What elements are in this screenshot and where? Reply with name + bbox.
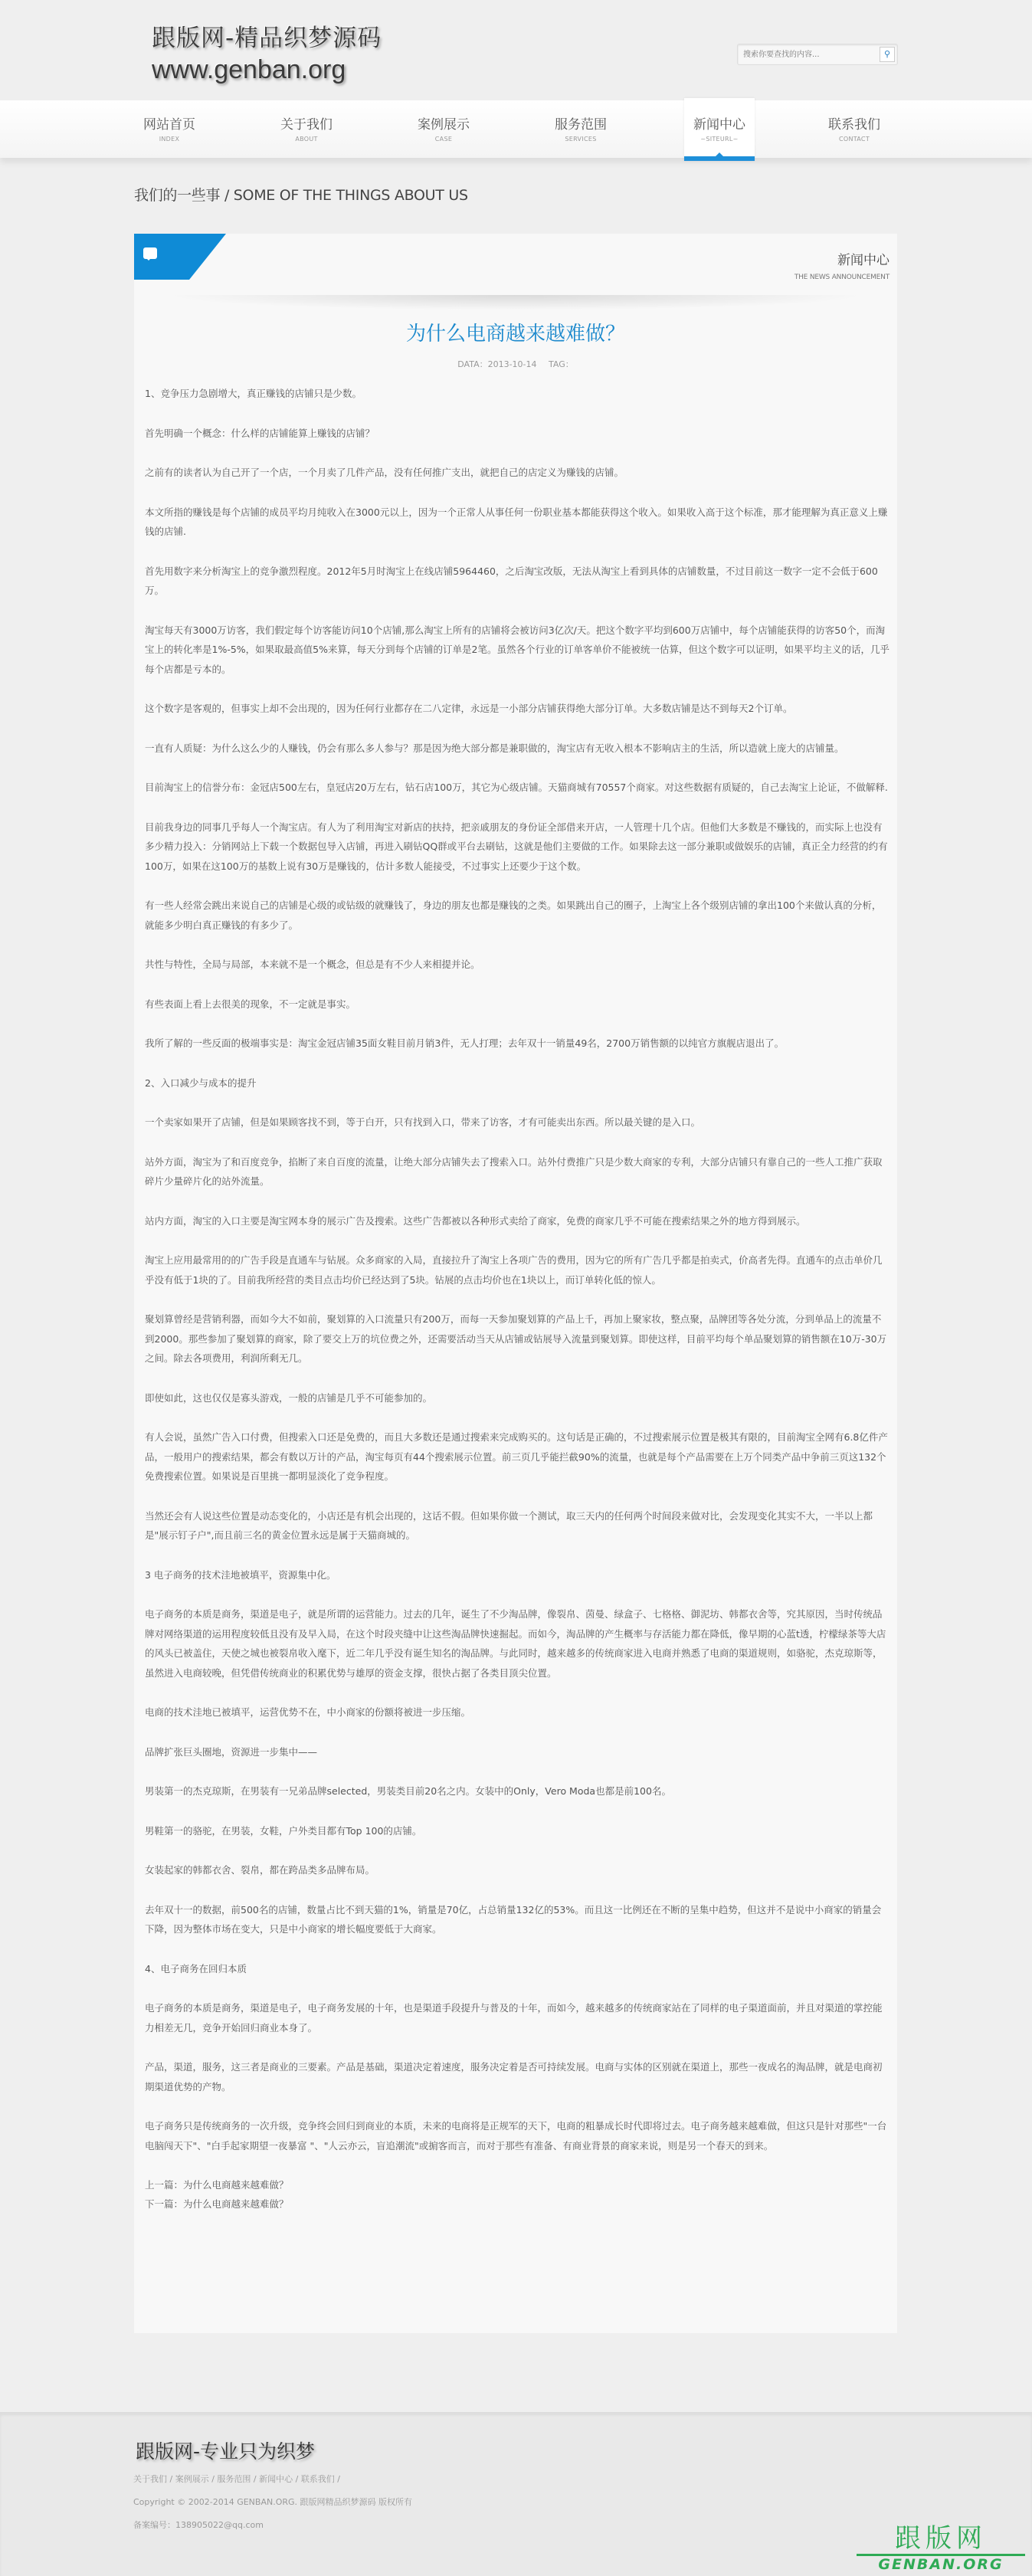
chat-bubbles-icon <box>143 247 157 259</box>
article-paragraph: 去年双十一的数据，前500名的店铺，数量占比不到天猫的1%，销量是70亿，占总销量132亿的53%。而且这一比例还在不断的呈集中趋势，但这并不是说中小商家的销量会下降，因为整体市场在变大，只是中小商家的增长幅度要低于大商家。 <box>145 1903 882 1935</box>
article-paragraph: 之前有的读者认为自己开了一个店，一个月卖了几件产品，没有任何推广支出，就把自己的店定义为赚钱的店铺。 <box>145 467 624 478</box>
article-paragraph: 电子商务只是传统商务的一次升级，竞争终会回归到商业的本质，未来的电商将是正规军的天下，电商的粗暴成长时代即将过去。电子商务越来越难做，但这只是针对那些"一台电脑闯天下"、"白手起家期望一夜暴富 "、"人云亦云，盲追潮流"或掮客而言，而对于那些有准备、有商业背景的商家来说，则是另一个春天的到来。 <box>145 2120 887 2152</box>
article-paragraph: 聚划算曾经是营销利器，而如今大不如前，聚划算的入口流量只有200万，而每一天参加聚划算的产品上千，再加上聚家妆，整点聚，品牌团等各处分流，分到单品上的流量不到2000。那些参加了聚划算的商家，除了要交上万的坑位费之外，还需要活动当天从店铺或钻展导入流量到聚划算。即使这样，目前平均每个单品聚划算的销售额在10万-30万之间。除去各项费用，利润所剩无几。 <box>145 1313 887 1364</box>
article-paragraph: 有一些人经常会跳出来说自己的店铺是心级的或钻级的就赚钱了，身边的朋友也都是赚钱的之类。如果跳出自己的圈子，上淘宝上各个级别店铺的拿出100个来做认真的分析，就能多少明白真正赚钱的有多少了。 <box>145 900 882 931</box>
footer-link[interactable]: 案例展示 <box>175 2474 209 2484</box>
nav-item-case[interactable] <box>408 100 479 158</box>
article-paragraph: 即使如此，这也仅仅是寡头游戏，一般的店铺是几乎不可能参加的。 <box>145 1391 433 1404</box>
article-paragraph: 当然还会有人说这些位置是动态变化的，小店还是有机会出现的，这话不假。但如果你做一个测试，取三天内的任何两个时间段来做对比，会发现变化其实不大，一半以上都是"展示钉子户",而且前三名的黄金位置永远是属于天猫商城的。 <box>145 1509 873 1541</box>
article-paragraph: 1、竞争压力急剧增大，真正赚钱的店铺只是少数。 <box>145 388 362 399</box>
article-paragraph: 有人会说，虽然广告入口付费，但搜索入口还是免费的，而且大多数还是通过搜索来完成购买的。这句话是正确的，不过搜索展示位置是极其有限的，目前淘宝全网有6.8亿件产品，一般用户的搜索结果，都会有数以万计的产品，淘宝每页有44个搜索展示位置。前三页几乎能拦截90%的流量，也就是每个产品需要在上万个同类产品中争前三页这132个免费搜索位置。如果说是百里挑一都明显淡化了竞争程度。 <box>145 1431 888 1482</box>
search-button[interactable] <box>880 47 895 62</box>
brand-logo-cn: 跟版网 <box>857 2523 1025 2556</box>
nav-sublabel: INDEX <box>159 136 180 143</box>
footer-link[interactable]: 联系我们 <box>300 2474 335 2484</box>
article-paragraph: 一个卖家如果开了店铺，但是如果顾客找不到，等于白开，只有找到入口，带来了访客，才有可能卖出东西。所以最关键的是入口。 <box>145 1116 701 1128</box>
nav-label: 新闻中心 <box>693 117 745 133</box>
brand-logo-en: GENBAN.ORG <box>878 2556 1004 2573</box>
search-icon: ⚲ <box>883 49 891 59</box>
article-meta <box>134 358 897 370</box>
footer-link[interactable]: 关于我们 <box>133 2474 167 2484</box>
article-paragraph: 目前淘宝上的信誉分布：金冠店500左右，皇冠店20万左右，钻石店100万，其它为心级店铺。天猫商城有70557个商家。对这些数据有质疑的，自己去淘宝上论证，不做解释. <box>145 782 888 793</box>
article-paragraph: 首先用数字来分析淘宝上的竞争激烈程度。2012年5月时淘宝上在线店铺5964460，之后淘宝改版，无法从淘宝上看到具体的店铺数量，不过目前这一数字一定不会低于600万。 <box>145 565 878 596</box>
article-paragraph: 有些表面上看上去很美的现象，不一定就是事实。 <box>145 998 356 1010</box>
article-paragraph: 3 电子商务的技术洼地被填平，资源集中化。 <box>145 1568 336 1581</box>
footer-link-separator: / <box>293 2474 301 2484</box>
site-logo[interactable] <box>152 23 382 86</box>
nav-item-contact[interactable] <box>819 100 889 158</box>
page-heading: 我们的一些事 / SOME OF THE THINGS ABOUT US <box>134 187 468 204</box>
footer-link[interactable]: 新闻中心 <box>259 2474 293 2484</box>
footer-link-separator: / <box>334 2474 341 2484</box>
footer-link-separator: / <box>208 2474 218 2484</box>
article-paragraph: 站外方面，淘宝为了和百度竞争，掐断了来自百度的流量，让绝大部分店铺失去了搜索入口。站外付费推广只是少数大商家的专利，大部分店铺只有靠自己的一些人工推广获取碎片少量碎片化的站外流量。 <box>145 1155 883 1187</box>
article-paragraph: 2、入口减少与成本的提升 <box>145 1077 257 1089</box>
divider-shadow <box>165 295 867 310</box>
logo-url: www.genban.org <box>152 55 346 84</box>
article-paragraph: 淘宝上应用最常用的的广告手段是直通车与钻展。众多商家的入局，直接拉升了淘宝上各项广告的费用，因为它的所有广告几乎都是拍卖式，价高者先得。直通车的点击单价几乎没有低于1块的了。目前我所经营的类目点击均价已经达到了5块。钻展的点击均价也在1块以上，而订单转化低的惊人。 <box>145 1254 883 1286</box>
content-box <box>134 234 897 2333</box>
nav-item-siteurl[interactable] <box>684 98 755 161</box>
article-paragraph: 一直有人质疑：为什么这么少的人赚钱，仍会有那么多人参与？那是因为绝大部分都是兼职做的，淘宝店有无收入根本不影响店主的生活，所以造就上庞大的店铺量。 <box>145 742 844 754</box>
article-paragraph: 电商的技术洼地已被填平，运营优势不在，中小商家的份额将被进一步压缩。 <box>145 1706 471 1718</box>
section-title: 新闻中心 <box>837 253 889 268</box>
article-date: DATA：2013-10-14 <box>457 359 537 369</box>
nav-item-about[interactable] <box>271 100 342 158</box>
search-box <box>737 44 898 65</box>
article-paragraph: 首先明确一个概念：什么样的店铺能算上赚钱的店铺？ <box>145 427 375 439</box>
article-paragraph: 女装起家的韩都衣舍、裂帛，都在跨品类多品牌布局。 <box>145 1864 375 1876</box>
article-paragraph: 本文所指的赚钱是每个店铺的成员平均月纯收入在3000元以上，因为一个正常人从事任何一份职业基本都能获得这个收入。如果收入高于这个标准，那才能理解为真正意义上赚钱的店铺. <box>145 506 888 537</box>
nav-sublabel: ~SITEURL~ <box>700 136 739 143</box>
copyright: Copyright © 2002-2014 GENBAN.ORG. 跟版网精品织梦源码 版权所有 <box>133 2497 413 2507</box>
section-corner-tag <box>134 234 226 280</box>
article-paragraph: 这个数字是客观的，但事实上却不会出现的，因为任何行业都存在二八定律，永远是一小部分店铺获得绝大部分订单。大多数店铺是达不到每天2个订单。 <box>145 703 793 714</box>
article-paragraph: 共性与特性，全局与局部，本来就不是一个概念，但总是有不少人来相提并论。 <box>145 959 480 970</box>
nav-label: 服务范围 <box>555 117 607 133</box>
footer-links <box>133 2473 340 2485</box>
icp-record: 备案编号：138905022@qq.com <box>133 2520 264 2530</box>
section-subtitle: THE NEWS ANNOUNCEMENT <box>794 274 889 281</box>
article-body <box>145 384 889 2214</box>
article-paragraph: 站内方面，淘宝的入口主要是淘宝网本身的展示广告及搜索。这些广告都被以各种形式卖给了商家，免费的商家几乎不可能在搜索结果之外的地方得到展示。 <box>145 1214 806 1227</box>
article-paragraph: 我所了解的一些反面的极端事实是：淘宝金冠店铺35面女鞋目前月销3件，无人打理；去年双十一销量49名，2700万销售额的以纯官方旗舰店退出了。 <box>145 1037 785 1049</box>
nav-sublabel: CONTACT <box>838 136 870 143</box>
main-nav <box>0 100 1032 158</box>
article-paragraph: 目前我身边的同事几乎每人一个淘宝店。有人为了利用淘宝对新店的扶持，把亲戚朋友的身份证全部借来开店，一人管理十几个店。但他们大多数是不赚钱的，而实际上也没有多少精力投入：分销网站上下载一个数据包导入店铺，再进入刷钻QQ群或平台去刷钻，这就是他们主要做的工作。如果除去这一部分兼职或做娱乐的店铺，真正全力经营的约有100万，如果在这100万的基数上说有30万是赚钱的，估计多数人能接受，不过事实上还要少于这个数。 <box>145 821 888 872</box>
article-paragraph: 品牌扩张巨头圈地，资源进一步集中—— <box>145 1745 318 1758</box>
nav-label: 案例展示 <box>418 117 470 133</box>
search-input[interactable] <box>738 44 868 64</box>
footer-logo: 跟版网-专业只为织梦 <box>136 2440 316 2463</box>
footer-link[interactable]: 服务范围 <box>217 2474 251 2484</box>
article-paragraph: 淘宝每天有3000万访客，我们假定每个访客能访问10个店铺,那么淘宝上所有的店铺将会被访问3亿次/天。把这个数字平均到600万店铺中，每个店铺能获得的访客50个，而淘宝上的转化率是1%-5%，如果取最高值5%来算，每天分到每个店铺的订单是2笔。虽然各个行业的订单客单价不能被统一估算，但这个数字可以证明，如果平均主义的话，几乎每个店都是亏本的。 <box>145 624 889 675</box>
footer-link-separator: / <box>251 2474 260 2484</box>
nav-label: 联系我们 <box>828 117 880 133</box>
article-paragraph: 电子商务的本质是商务，渠道是电子，电子商务发展的十年，也是渠道手段提升与普及的十年，而如今，越来越多的传统商家站在了同样的电子渠道面前，并且对渠道的掌控能力相差无几，竞争开始回归商业本身了。 <box>145 2002 883 2034</box>
article-paragraph: 产品，渠道，服务，这三者是商业的三要素。产品是基础，渠道决定着速度，服务决定着是否可持续发展。电商与实体的区别就在渠道上，那些一夜成名的淘品牌，就是电商初期渠道优势的产物。 <box>145 2061 883 2093</box>
nav-item-services[interactable] <box>545 100 616 158</box>
genban-brand-logo <box>857 2523 1025 2573</box>
nav-sublabel: CASE <box>434 136 453 143</box>
nav-label: 关于我们 <box>280 117 333 133</box>
logo-title: 跟版网-精品织梦源码 <box>152 25 382 52</box>
article-paragraph: 男装第一的杰克琼斯，在男装有一兄弟品牌selected，男装类目前20名之内。女装中的Only，Vero Moda也都是前100名。 <box>145 1785 671 1797</box>
prev-article-link[interactable]: 上一篇：为什么电商越来越难做？ <box>145 2179 289 2191</box>
nav-sublabel: SERVICES <box>565 136 597 143</box>
article-title: 为什么电商越来越难做？ <box>405 323 625 346</box>
footer <box>0 2412 1032 2576</box>
nav-item-index[interactable] <box>134 100 205 158</box>
footer-link-separator: / <box>167 2474 175 2484</box>
article-paragraph: 4、电子商务在回归本质 <box>145 1962 247 1975</box>
next-article-link[interactable]: 下一篇：为什么电商越来越难做？ <box>145 2198 289 2210</box>
article-tags: TAG： <box>549 359 574 369</box>
nav-sublabel: ABOUT <box>295 136 318 143</box>
article-paragraph: 电子商务的本质是商务，渠道是电子，就是所谓的运营能力。过去的几年，诞生了不少淘品牌，像裂帛、茵曼、绿盒子、七格格、御泥坊、韩都衣舍等，究其原因，当时传统品牌对网络渠道的运用程度较低且没有及早入局，在这个时段夹缝中让这些淘品牌快速掘起。而如今，淘品牌的产生概率与存活能力都在降低，像早期的心蓝t透，柠檬绿茶等大店的风头已被盖住，天使之城也被裂帛收入麾下，近二年几乎没有诞生知名的淘品牌。与此同时，越来越多的传统商家进入电商并熟悉了电商的渠道规则，如骆驼，杰克琼斯等，虽然进入电商较晚，但凭借传统商业的积累优势与雄厚的资金支撑，很快占据了各类目顶尖位置。 <box>145 1608 886 1679</box>
nav-label: 网站首页 <box>143 117 195 133</box>
article-paragraph: 男鞋第一的骆驼，在男装，女鞋，户外类目都有Top 100的店铺。 <box>145 1824 422 1837</box>
